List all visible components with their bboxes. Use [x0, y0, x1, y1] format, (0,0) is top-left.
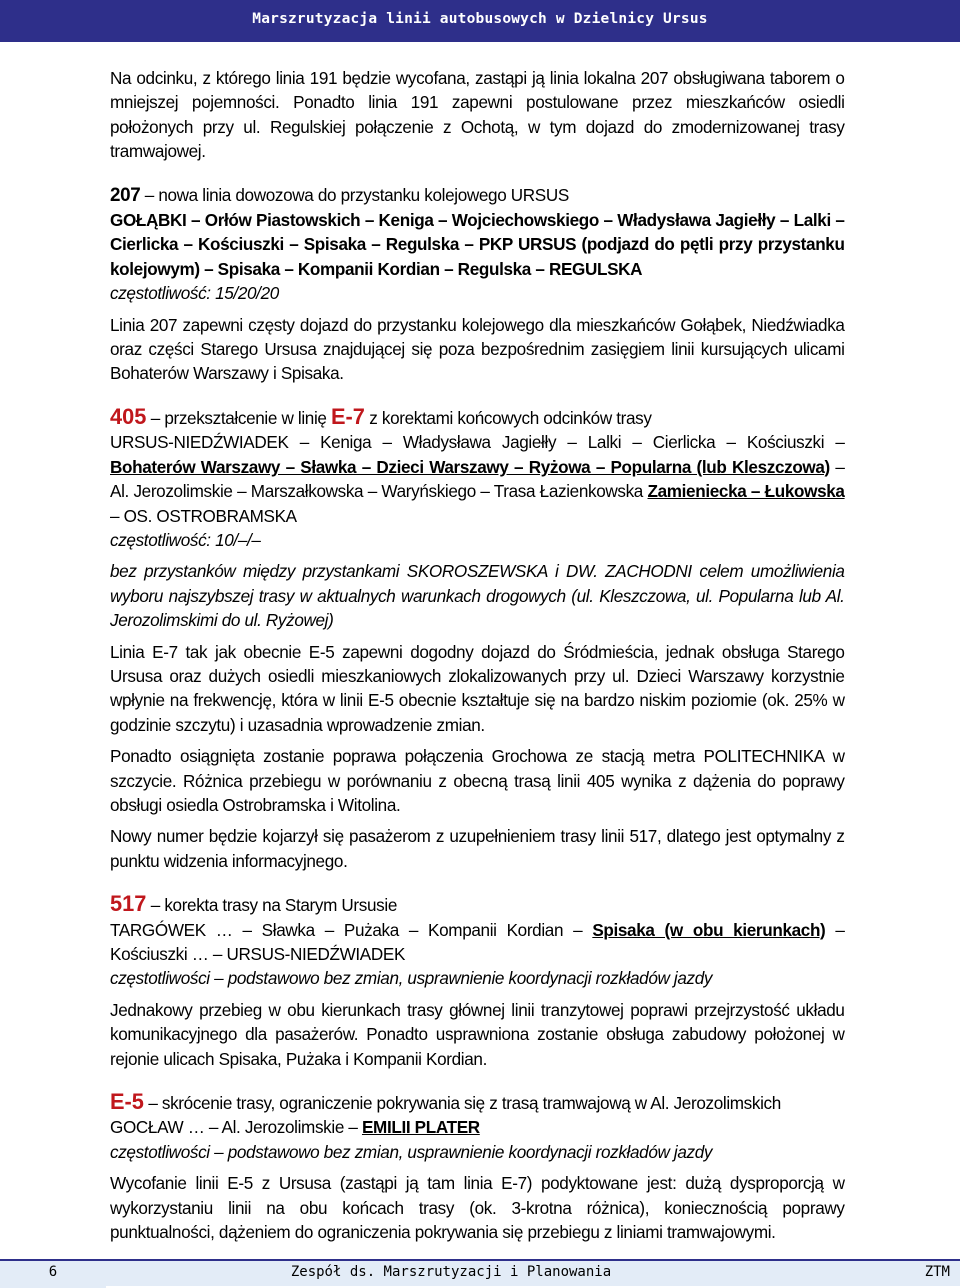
line-e5-description: Wycofanie linii E-5 z Ursusa (zastąpi ją tam linia E-7) podyktowane jest: dużą dysproporcją w wykorzystaniu linii na obu końcach trasy (ok. 3-krotna różnica), koniecznością poprawy punktualności, dążeniem do ograniczenia pokrywania się przebiegu z liniami tramwajowymi. [110, 1173, 845, 1243]
line-207-heading [110, 183, 845, 208]
line-405-route-e: – OS. OSTROBRAMSKA [110, 505, 297, 526]
line-517-route-c: – Kościuszki … – URSUS-NIEDŹWIADEK [110, 919, 845, 964]
line-e5-frequency: częstotliwości – podstawowo bez zmian, usprawnienie koordynacji rozkładów jazdy [110, 1141, 713, 1162]
line-207-title: – nowa linia dowozowa do przystanku kolejowego URSUS [140, 184, 569, 205]
line-e5-route-a: GOCŁAW … – Al. Jerozolimskie – [110, 1117, 362, 1138]
document-body [110, 66, 845, 1244]
line-405-number: 405 [110, 403, 147, 429]
line-517-route [110, 918, 845, 967]
line-e5-title: – skrócenie trasy, ograniczenie pokrywania się z trasą tramwajową w Al. Jerozolimskich [143, 1093, 781, 1114]
line-e5-heading [110, 1090, 845, 1115]
line-e7-number: E-7 [330, 403, 365, 429]
line-405-heading [110, 405, 845, 430]
footer-org: ZTM [924, 1264, 950, 1280]
line-517-route-a: TARGÓWEK … – Sławka – Pużaka – Kompanii Kordian – [110, 919, 593, 940]
line-207-route: GOŁĄBKI – Orłów Piastowskich – Keniga – Wojciechowskiego – Władysława Jagiełły – Lalki – Cierlicka – Kościuszki – Spisaka – Regulska – PKP URSUS (podjazd do pętli przy przystanku kolejowym) – Spisaka – Kompanii Kordian – Regulska – REGULSKA [110, 210, 845, 279]
line-405-frequency: częstotliwość: 10/–/– [110, 529, 261, 550]
line-405-description-2: Ponadto osiągnięta zostanie poprawa połączenia Grochowa ze stacją metra POLITECHNIKA w szczycie. Różnica przebiegu w porównaniu z obecną trasą linii 405 wynika z dążenia do poprawy obsługi osiedla Ostrobramska i Witolina. [110, 746, 845, 815]
line-405-route-d: Zamieniecka – Łukowska [647, 481, 845, 502]
footer-team: Zespół ds. Marszrutyzacji i Planowania [290, 1264, 612, 1280]
line-517-number: 517 [110, 891, 147, 917]
line-207-description: Linia 207 zapewni częsty dojazd do przystanku kolejowego dla mieszkańców Gołąbek, Niedźwiadka oraz części Starego Ursusa znajdującej się poza bezpośrednim zasięgiem linii kursujących ulicami Bohaterów Warszawy i Spisaka. [110, 314, 845, 384]
intro-paragraph: Na odcinku, z którego linia 191 będzie wycofana, zastąpi ją linia lokalna 207 obsługiwana taborem o mniejszej pojemności. Ponadto linia 191 zapewni postulowane przez mieszkańców osiedli położonych przy ul. Regulskiej połączenie z Ochotą, w tym dojazd do zmodernizowanej trasy tramwajowej. [110, 68, 845, 162]
line-405-title-a: – przekształcenie w linię [146, 407, 331, 428]
footer-divider [106, 1259, 960, 1261]
page-header-title: Marszrutyzacja linii autobusowych w Dzielnicy Ursus [252, 11, 708, 27]
line-207-frequency: częstotliwość: 15/20/20 [110, 283, 279, 304]
line-405-route-a: URSUS-NIEDŹWIADEK – Keniga – Władysława Jagiełły – Lalki – Cierlicka – Kościuszki – [110, 432, 845, 453]
line-405-route-b: Bohaterów Warszawy – Sławka – Dzieci Warszawy – Ryżowa – Popularna (lub Kleszczowa) [110, 456, 830, 477]
line-517-description: Jednakowy przebieg w obu kierunkach trasy głównej linii tranzytowej poprawi przejrzystość układu komunikacyjnego dla pasażerów. Ponadto usprawniona zostanie obsługa zabudowy położonej w rejonie ulicach Spisaka, Pużaka i Kompanii Kordian. [110, 999, 845, 1069]
line-517-frequency: częstotliwości – podstawowo bez zmian, usprawnienie koordynacji rozkładów jazdy [110, 968, 713, 989]
line-207-number: 207 [110, 184, 141, 206]
line-517-heading [110, 892, 845, 917]
line-405-description-3: Nowy numer będzie kojarzył się pasażerom z uzupełnieniem trasy linii 517, dlatego jest optymalny z punktu widzenia informacyjnego. [110, 826, 845, 871]
line-e5-route-b: EMILII PLATER [361, 1117, 480, 1138]
line-405-note: bez przystanków między przystankami SKOROSZEWSKA i DW. ZACHODNI celem umożliwienia wyboru najszybszej trasy w aktualnych warunkach drogowych (ul. Kleszczowa, ul. Popularna lub Al. Jerozolimskimi do ul. Ryżowej) [110, 561, 845, 631]
line-517-title: – korekta trasy na Starym Ursusie [146, 895, 397, 916]
line-405-title-b: z korektami końcowych odcinków trasy [364, 407, 652, 428]
line-517-route-b: Spisaka (w obu kierunkach) [592, 919, 826, 940]
line-e5-route [110, 1115, 845, 1139]
line-405-description-1: Linia E-7 tak jak obecnie E-5 zapewni dogodny dojazd do Śródmieścia, jednak obsługa Starego Ursusa oraz dużych osiedli mieszkaniowych zlokalizowanych przy ul. Dzieci Warszawy korzystnie wpłynie na frekwencję, która w linii E-5 obecnie kształtuje się na bardzo niskim poziomie (ok. 25% w godzinie szczytu) i uzasadnia wprowadzenie zmian. [110, 641, 845, 735]
line-405-route [110, 430, 845, 528]
line-405-route-c: – Al. Jerozolimskie – Marszałkowska – Waryńskiego – Trasa Łazienkowska [110, 456, 845, 502]
page-number: 6 [48, 1264, 58, 1280]
line-e5-number: E-5 [110, 1089, 144, 1115]
